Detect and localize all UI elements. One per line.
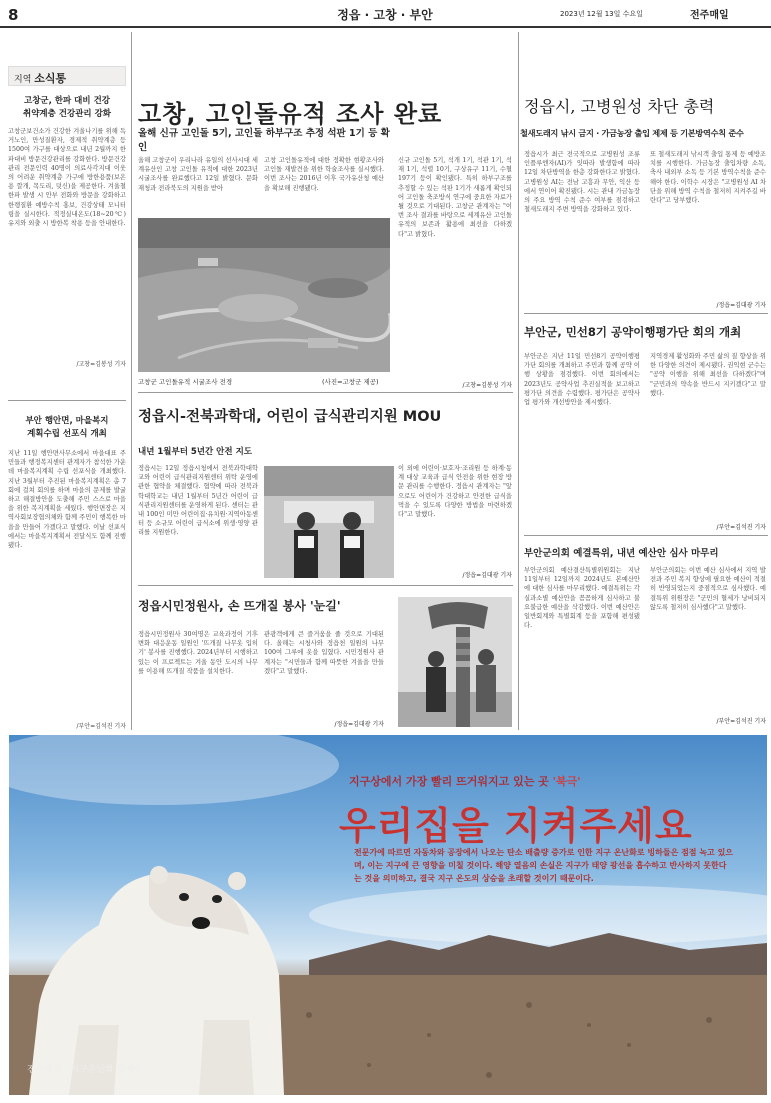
climate-campaign-ad [9, 735, 767, 1095]
sidebar-item-2-headline-2: 계획수립 선포식 개최 [27, 429, 107, 439]
sidebar-tag-prefix: 지역 [14, 75, 32, 85]
ad-subheadline-prefix: 지구상에서 가장 빨리 뜨거워지고 있는 곳 [349, 775, 549, 788]
sidebar-item-2-headline-1: 부안 행안면, 마을복지 [25, 416, 109, 426]
volunteer-article-title: 정읍시민정원사, 손 뜨개질 봉사 '눈길' [138, 599, 341, 613]
sidebar-item-1 [8, 95, 126, 368]
mou-article-title: 정읍시-전북과학대, 어린이 급식관리지원 MOU [138, 409, 442, 425]
ad-subheadline-highlight: '북극' [552, 775, 581, 788]
right-article-1-body-right: 또 철새도래지 낚시객 출입 통제 등 예방조치를 시행한다. 가금농장 출입차량 소독, 축사 내외부 소독 등 기본 방역수칙을 준수해야 한다. 이학수 시장은 "고병원성 AI 차단을 위해 방역 수칙을 철저히 지켜주길 바란다"고 당부했다. [650, 151, 766, 205]
section-title: 정읍 · 고창 · 부안 [337, 8, 433, 22]
main-article-body-mid: 고창 고인돌유적에 대한 정확한 현황조사와 고인돌 재발견을 위한 학술조사를 실시했다. 이번 조사는 2016년 이후 국가유산청 예산을 확보해 진행됐다. [264, 157, 384, 192]
sidebar-item-1-byline: /고창=김봉성 기자 [76, 361, 126, 368]
polar-bear-icon [9, 775, 329, 1095]
main-article-divider [138, 392, 513, 393]
sidebar-item-2-body: 지난 11일 행안면사무소에서 마을대표 주민들과 행정복지센터 관계자가 참석한 가운데 마을복지계획 수립 선포식을 개최했다. 지난 3월부터 추진된 마을복지계획은 총 7회에 걸쳐 회의를 하며 마을의 문제를 발굴하고 해결방안을 도출해 주민 스스로 마을을 위한 복지계획을 세웠다. 행안면장은 지역사회보장협의체와 함께 주민이 행복한 마을을 만들어 가겠다고 말했다. 이날 선포식에서는 마을복지계획서 전달식도 함께 진행됐다. [8, 450, 126, 550]
mou-article-divider [138, 585, 513, 586]
mou-article-body: 정읍시는 12일 정읍시청에서 전북과학대학교와 어린이 급식관리지원센터 위탁 운영에 관한 협약을 체결했다. 협약에 따라 전북과학대학교는 내년 1월부터 5년간 어린이 급식관리지원센터를 운영하게 된다. 센터는 관내 100인 미만 어린이집·유치원·지역아동센터 등 소규모 어린이 급식소에 위생·영양 관리를 지원한다. [138, 465, 258, 537]
main-article-title: 고창, 고인돌유적 조사 완료 [138, 100, 443, 128]
main-article-subtitle: 올해 신규 고인돌 5기, 고인돌 하부구조 추정 석판 1기 등 확인 [138, 128, 390, 153]
dolmen-aerial-photo [138, 218, 390, 372]
main-photo-credit: (사진=고창군 제공) [322, 378, 379, 386]
volunteer-article-byline: /정읍=김대광 기자 [334, 721, 384, 728]
sidebar-item-1-headline-2: 취약계층 건강관리 강화 [22, 109, 112, 119]
page-number: 8 [8, 6, 19, 24]
right-article-3-title: 부안군의회 예결특위, 내년 예산안 심사 마무리 [524, 548, 719, 559]
right-article-2-divider [524, 535, 768, 536]
ad-subheadline [349, 773, 581, 789]
main-article-body-right: 신규 고인돌 5기, 석개 1기, 석관 1기, 석재 1기, 석렬 10기, 구상유구 11기, 수혈 197기 등이 확인됐다. 특히 하부구조를 추정할 수 있는 석판 1기가 새롭게 확인되어 고인돌 축조방식 연구에 중요한 자료가 될 것으로 기대된다. 고창군 관계자는 "이번 조사 결과를 바탕으로 세계유산 고인돌 유적의 보존과 활용에 최선을 다하겠다"고 밝혔다. [398, 157, 512, 238]
main-article-byline: /고창=김봉성 기자 [462, 382, 512, 389]
sidebar-item-2-byline: /부안=김석진 기자 [76, 723, 126, 730]
right-article-3-body-left: 부안군의회 예산결산특별위원회는 지난 11일부터 12일까지 2024년도 본예산안에 대한 심사를 마무리했다. 예결특위는 각 실과소별 예산안을 꼼꼼하게 심사하고 불요불급한 예산을 삭감했다. 이번 예산안은 일반회계와 특별회계 등을 포함해 편성됐다. [524, 567, 640, 630]
sidebar-divider [8, 400, 126, 401]
right-article-2-title: 부안군, 민선8기 공약이행평가단 회의 개최 [524, 325, 742, 339]
right-article-1-byline: /정읍=김대광 기자 [716, 302, 766, 309]
sidebar-tag [8, 66, 126, 86]
issue-date: 2023년 12월 13일 수요일 [560, 10, 643, 18]
right-article-1-divider [524, 313, 768, 314]
right-article-2-byline: /부안=김석진 기자 [716, 524, 766, 531]
right-article-3-body-right: 부안군의회는 이번 예산 심사에서 지역 발전과 주민 복지 향상에 필요한 예산이 적절히 반영되었는지 중점적으로 심사했다. 예결특위 위원장은 "군민의 혈세가 낭비되지 않도록 철저히 심사했다"고 말했다. [650, 567, 766, 611]
right-article-2-body-left: 부안군은 지난 11일 민선8기 공약이행평가단 회의를 개최하고 주민과 함께 공약 이행 상황을 점검했다. 이번 회의에서는 2023년도 공약사업 추진실적을 보고하고 평가단 의견을 수렴했다. 평가단은 공약사업 평가와 개선방안을 제시했다. [524, 353, 640, 407]
volunteer-article-body: 정읍시민정원사 30여명은 교육과정이 기후변화 대응운동 일원인 '뜨개질 나무옷 입히기' 봉사를 진행했다. 2024년부터 시행하고 있는 이 프로젝트는 겨울 동안 도시의 나무를 이용해 뜨개질 작품을 설치한다. [138, 631, 258, 675]
volunteer-article-body-right: 관광객에게 큰 즐거움을 줄 것으로 기대된다. 올해는 시청사와 정읍천 일원의 나무 100여 그루에 옷을 입혔다. 시민정원사 관계자는 "시민들과 함께 따뜻한 겨울을 만들겠다"고 말했다. [264, 631, 384, 675]
ad-description: 전문가에 따르면 자동차와 공장에서 나오는 탄소 배출량 증가로 인한 지구 온난화로 빙하들은 점점 녹고 있으며, 이는 지구에 큰 영향을 미칠 것이다. 해양 열음의 손실은 지구가 태양 광선을 흡수하고 반사하지 못한다는 것을 의미하고, 결국 지구 온도의 상승을 초래할 것이기 때문이다. [354, 848, 734, 883]
knitting-volunteers-photo [398, 597, 512, 727]
right-article-1-body-left: 정읍시가 최근 전국적으로 고병원성 조류인플루엔자(AI)가 잇따라 발생함에 따라 12일 차단방역을 한층 강화한다고 밝혔다. 고병원성 AI는 전남 고흥과 무안, 익산 등에서 연이어 확진됐다. 시는 관내 가금농장의 주요 방역 수칙 준수 여부를 점검하고 철새도래지 주변 방역을 강화하고 있다. [524, 151, 640, 214]
ad-title: 우리집을 지켜주세요 [339, 804, 693, 848]
mou-article-subtitle: 내년 1월부터 5년간 안전 지도 [138, 447, 252, 457]
column-divider-right [518, 32, 519, 730]
right-article-1-title: 정읍시, 고병원성 차단 총력 [524, 97, 715, 116]
ad-credit: 전주매일 · 지구온난화 캠페인 [27, 1065, 143, 1075]
right-article-3-byline: /부안=김석진 기자 [716, 718, 766, 725]
mou-signing-photo [264, 466, 394, 578]
mou-article-body-right: 이 외에 어린이·보호자·조리원 등 하계·동계 대상 교육과 급식 안전을 위한 현장 방문 관리를 수행한다. 정읍시 관계자는 "앞으로도 어린이가 건강하고 안전한 급식을 먹을 수 있도록 다양한 방법을 마련하겠다"고 말했다. [398, 465, 512, 519]
sidebar-item-2 [8, 415, 126, 730]
sidebar-item-1-body: 고창군보건소가 건강한 겨울나기를 위해 독거노인, 만성질환자, 경제적 취약계층 등 1500여 가구를 대상으로 내년 2월까지 한파대비 방문건강관리를 강화한다. 방문건강관리 전문인력 40명이 의료사각지대 이웃의 어려운 취약계층 가구에 방한용품(보온용 깔개, 목도리, 덧신)을 제공한다. 겨울철 한파 발생 시 안부 전화와 방문을 강화하고 한랭질환 예방수칙 홍보, 건강상태 모니터링을 실시한다. 적정실내온도(18~20℃) 유지와 외출 시 방한복 착용 등을 안내한다. [8, 128, 126, 228]
header-divider [0, 26, 771, 28]
column-divider-left [131, 32, 132, 730]
newspaper-brand: 전주매일 [690, 10, 729, 21]
main-photo-caption: 고창군 고인돌유적 시굴조사 전경 [138, 378, 233, 386]
main-article-body-left: 올해 고창군이 우리나라 유일의 선사시대 세계유산인 고창 고인돌 유적에 대한 2023년 시굴조사를 완료했다고 12일 밝혔다. 문화재청과 전라북도의 지원을 받아 [138, 157, 258, 192]
mou-article-byline: /정읍=김대광 기자 [462, 572, 512, 579]
sidebar-tag-title: 소식통 [34, 72, 67, 85]
right-article-2-body-right: 지역경제 활성화와 주민 삶의 질 향상을 위한 다양한 의견이 제시됐다. 권익현 군수는 "공약 이행을 위해 최선을 다하겠다"며 "군민과의 약속을 반드시 지키겠다"고 말했다. [650, 353, 766, 397]
sidebar-item-1-headline-1: 고창군, 한파 대비 건강 [23, 96, 110, 106]
right-article-1-subtitle: 철새도래지 낚시 금지 · 가금농장 출입 제제 등 기본방역수칙 준수 [520, 128, 744, 138]
